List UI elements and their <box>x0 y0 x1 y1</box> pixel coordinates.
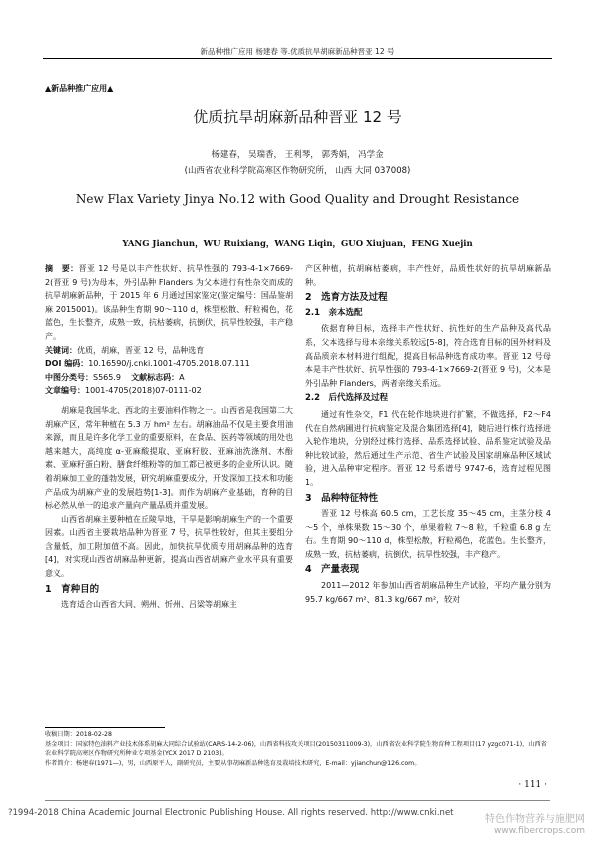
clc-label: 中图分类号： <box>45 372 93 382</box>
section-1-continued: 产区种植，抗胡麻枯萎病，丰产性好，品质性状好的抗旱胡麻新品种。 <box>305 264 551 287</box>
fund-info: 基金项目：国家特色油料产业技术体系胡麻大同综合试验站(CARS-14-2-06)，山西省科技攻关项目(20150311009-3)，山西省农业科学院生物育种工程项目(17 yzgc071-1)，山西省农业科学院高寒区作物研究所种业专项基金(YCX 2017 D 2103)。 <box>45 740 547 757</box>
doi-value: 10.16590/j.cnki.1001-4705.2018.07.111 <box>88 359 250 369</box>
section-heading-1: 1 育种目的 <box>45 583 100 595</box>
left-column <box>45 262 293 612</box>
abstract-label: 摘 要： <box>45 264 79 273</box>
keywords-text: 优质，胡麻，晋亚 12 号，品种选育 <box>77 345 205 355</box>
footnote-rule <box>45 727 165 728</box>
bottom-rule <box>45 800 550 801</box>
classification-line <box>45 371 293 385</box>
article-no-label: 文章编号： <box>45 386 85 396</box>
doi-line <box>45 357 293 371</box>
right-column <box>305 262 551 606</box>
page-number: · 111 · <box>518 780 547 790</box>
section-2-1-text: 依据育种目标，选择丰产性状好、抗性好的生产品种及高代品系，父本选择与母本亲缘关系较远[5-8]，符合选育目标的国外材料及高品质亲本材料进行组配，提高目标品种选育成功率。晋亚 12 号母本是丰产性状好、抗旱性强的 793-4-1×7669-2(晋亚 9 号)，父本是外引品种 Flanders，两者亲缘关系远。 <box>305 324 551 388</box>
keywords <box>45 344 293 358</box>
section-heading-4: 4 产量表现 <box>305 564 360 576</box>
abstract-text: 晋亚 12 号是以丰产性状好、抗旱性强的 793-4-1×7669-2(晋亚 9 号)为母本，外引品种 Flanders 为父本进行有性杂交而成的抗旱胡麻新品种，于 2015 年 6 月通过国家鉴定(鉴定编号：国品鉴胡麻 2015001)。该品种生育期 90～110 d，株型松散、籽粒褐色，花蓝色，生长整齐，成熟一致，抗枯萎病，抗倒伏，抗旱性较强，丰产稳产。 <box>45 264 294 341</box>
running-head: 新品种推广应用 杨建春 等.优质抗旱胡麻新品种晋亚 12 号 <box>200 47 395 56</box>
section-1-text: 选育适合山西省大同、朔州、忻州、吕梁等胡麻主 <box>61 600 237 610</box>
section-2-2-text: 通过有性杂交，F1 代在轮作地块进行扩繁，不做选择，F2～F4 代在自然病圃进行抗病鉴定及混合集团选择[4]，随后进行株行选择进入轮作地块，分别经过株行选择、品系选择试验、品系鉴定试验及品种比较试验，然后通过生产示范、省生产试验及国家胡麻品种区域试验，进入品种审定程序。晋亚 12 号系谱号 9747-6，选育过程见图 1。 <box>305 409 551 487</box>
english-authors: YANG Jianchun，WU Ruixiang，WANG Liqin，GUO Xiujuan，FENG Xuejin <box>122 239 473 249</box>
abstract <box>45 262 293 344</box>
section-heading-2: 2 选育方法及过程 <box>305 292 388 304</box>
section-3-text: 晋亚 12 号株高 60.5 cm，工艺长度 35～45 cm，主茎分枝 4～5 个，单株果数 15～30 个，单果着粒 7～8 粒，千粒重 6.8 g 左右。生育期 90～110 d，株型松散，籽粒褐色，花蓝色。生长整齐，成熟一致，抗枯萎病，抗倒伏，抗旱性较强，丰产稳产。 <box>305 509 551 559</box>
intro-paragraph-2: 山西省胡麻主要种植在丘陵旱地，干旱是影响胡麻生产的一个重要因素。山西省主要栽培品种为晋亚 7 号，抗旱性较好，但其主要组分含量低，加工附加值不高。因此，加快抗旱优质专用胡麻品种的选育[4]，对实现山西省胡麻品种更新，提高山西省胡麻产业水平具有重要意义。 <box>45 514 293 579</box>
received-date: 收稿日期：2018-02-28 <box>45 731 112 738</box>
footnote <box>45 730 550 768</box>
keywords-label: 关键词： <box>45 345 77 355</box>
section-category: ▲新品种推广应用▲ <box>45 84 114 93</box>
paper-title: 优质抗旱胡麻新品种晋亚 12 号 <box>193 108 402 126</box>
watermark-url: www.fibercrops.com <box>494 826 585 836</box>
author-bio: 作者简介：杨建春(1971—)，男，山西原平人，副研究员，主要从事胡麻新品种选育及栽培技术研究，E-mail：yjianchun@126.com。 <box>45 759 421 767</box>
subsection-heading-2-2: 2.2 后代选择及过程 <box>305 393 389 404</box>
english-title: New Flax Variety Jinya No.12 with Good Quality and Drought Resistance <box>75 192 520 206</box>
article-no-value: 1001-4705(2018)07-0111-02 <box>85 386 202 396</box>
copyright-line: ?1994-2018 China Academic Journal Electronic Publishing House. All rights reserved. http://www.cnki.net <box>8 808 454 818</box>
header-rule <box>43 58 552 59</box>
section-4-text: 2011—2012 年参加山西省胡麻品种生产试验，平均产量分别为 95.7 kg/667 m²、81.3 kg/667 m²，较对 <box>305 581 551 604</box>
doc-code-label: 文献标志码： <box>131 372 180 382</box>
intro-paragraph-1: 胡麻是我国华北、西北的主要油料作物之一。山西省是我国第二大胡麻产区，常年种植在 5.3 万 hm² 左右。胡麻油品不仅是主要食用油来源，而且是许多化学工业的重要原料，在食品、医药等领域的用处也越来越大，高纯度 α-亚麻酸提取、亚麻籽胶、亚麻油洗涤剂、木酚素、亚麻籽蛋白粉、膳食纤维粉等的加工都已被更多的企业所认识。随着胡麻加工业的蓬勃发展，研究胡麻重要成分，开发深加工技术和功能产品成为胡麻产业的发展趋势[1-3]。而作为胡麻产业基础，育种的目标必然从单一的追求产量向产量品质并重发展。 <box>45 405 293 511</box>
clc-value: S565.9 <box>93 372 121 382</box>
author-list: 杨建春， 吴瑞香， 王利琴， 郭秀娟， 冯学金 <box>211 150 384 160</box>
article-number-line <box>45 384 293 398</box>
affiliation: (山西省农业科学院高寒区作物研究所， 山西 大同 037008) <box>184 166 411 176</box>
doi-label: DOI 编码： <box>45 359 89 369</box>
section-heading-3: 3 品种特征特性 <box>305 492 379 504</box>
doc-code-value: A <box>179 372 185 382</box>
watermark-text: 特色作物营养与施肥网 <box>485 814 585 825</box>
subsection-heading-2-1: 2.1 亲本选配 <box>305 307 363 318</box>
